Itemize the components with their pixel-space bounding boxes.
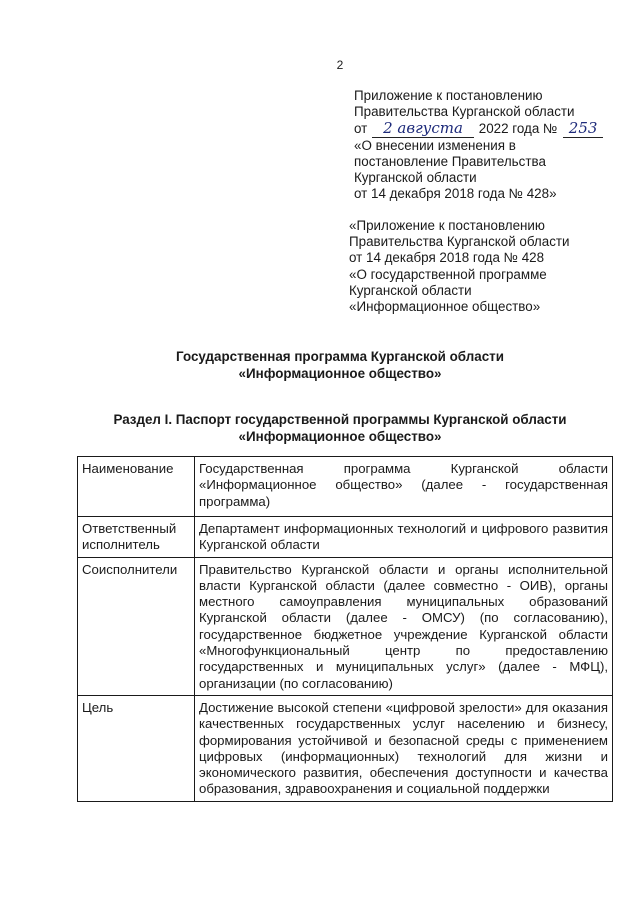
year-text: 2022 года № [478, 121, 558, 137]
appendix-line: Правительства Курганской области [349, 234, 570, 250]
appendix-line: Курганской области [354, 170, 477, 186]
handwritten-date: 2 августа [372, 120, 474, 137]
section-title-line: «Информационное общество» [238, 428, 442, 444]
program-title [0, 349, 640, 382]
page-number: 2 [336, 58, 344, 72]
program-title-line: «Информационное общество» [238, 365, 442, 381]
table-row [78, 517, 613, 558]
handwritten-number: 253 [563, 120, 603, 137]
appendix-line: «О внесении изменения в [354, 137, 516, 153]
appendix-date-line [354, 120, 624, 137]
appendix-line: «О государственной программе [349, 266, 547, 282]
row-value: Государственная программа Курганской области «Информационное общество» (далее - государственная программа) [195, 457, 613, 517]
appendix-line: от 14 декабря 2018 года № 428 [349, 250, 545, 266]
row-label: Цель [78, 695, 195, 801]
appendix-line: Курганской области [349, 282, 472, 298]
row-label: Наименование [78, 457, 195, 517]
row-value: Департамент информационных технологий и цифрового развития Курганской области [195, 517, 613, 558]
date-prefix: от [354, 121, 368, 137]
appendix-header [354, 88, 624, 202]
row-label: Ответственный исполнитель [78, 517, 195, 558]
section-title-line: Раздел I. Паспорт государственной программы Курганской области [113, 412, 567, 427]
appendix-line: постановление Правительства [354, 153, 546, 169]
program-title-line: Государственная программа Курганской области [176, 349, 504, 364]
appendix-line: «Информационное общество» [349, 299, 541, 315]
table-row [78, 557, 613, 695]
original-appendix-header [349, 218, 619, 315]
row-value: Достижение высокой степени «цифровой зрелости» для оказания качественных государственных услуг населению и бизнесу, формирования устойчивой и безопасной среды с применением цифровых (информационных) технологий для жизни и экономического развития, обеспечения доступности и качества образования, здравоохранения и социальной поддержки [195, 695, 613, 801]
passport-table [77, 456, 613, 802]
appendix-line: «Приложение к постановлению [349, 218, 545, 233]
appendix-line: Приложение к постановлению [354, 88, 543, 103]
appendix-line: от 14 декабря 2018 года № 428» [354, 186, 557, 202]
row-value: Правительство Курганской области и органы исполнительной власти Курганской области (далее совместно - ОИВ), органы местного самоуправления муниципальных образований Курганской области (далее - ОМСУ) (по согласованию), государственное бюджетное учреждение Курганской области «Многофункциональный центр по предоставлению государственных и муниципальных услуг» (далее - МФЦ), организации (по согласованию) [195, 557, 613, 695]
appendix-line: Правительства Курганской области [354, 104, 575, 120]
table-row [78, 457, 613, 517]
section-title [0, 412, 640, 445]
row-label: Соисполнители [78, 557, 195, 695]
table-row [78, 695, 613, 801]
